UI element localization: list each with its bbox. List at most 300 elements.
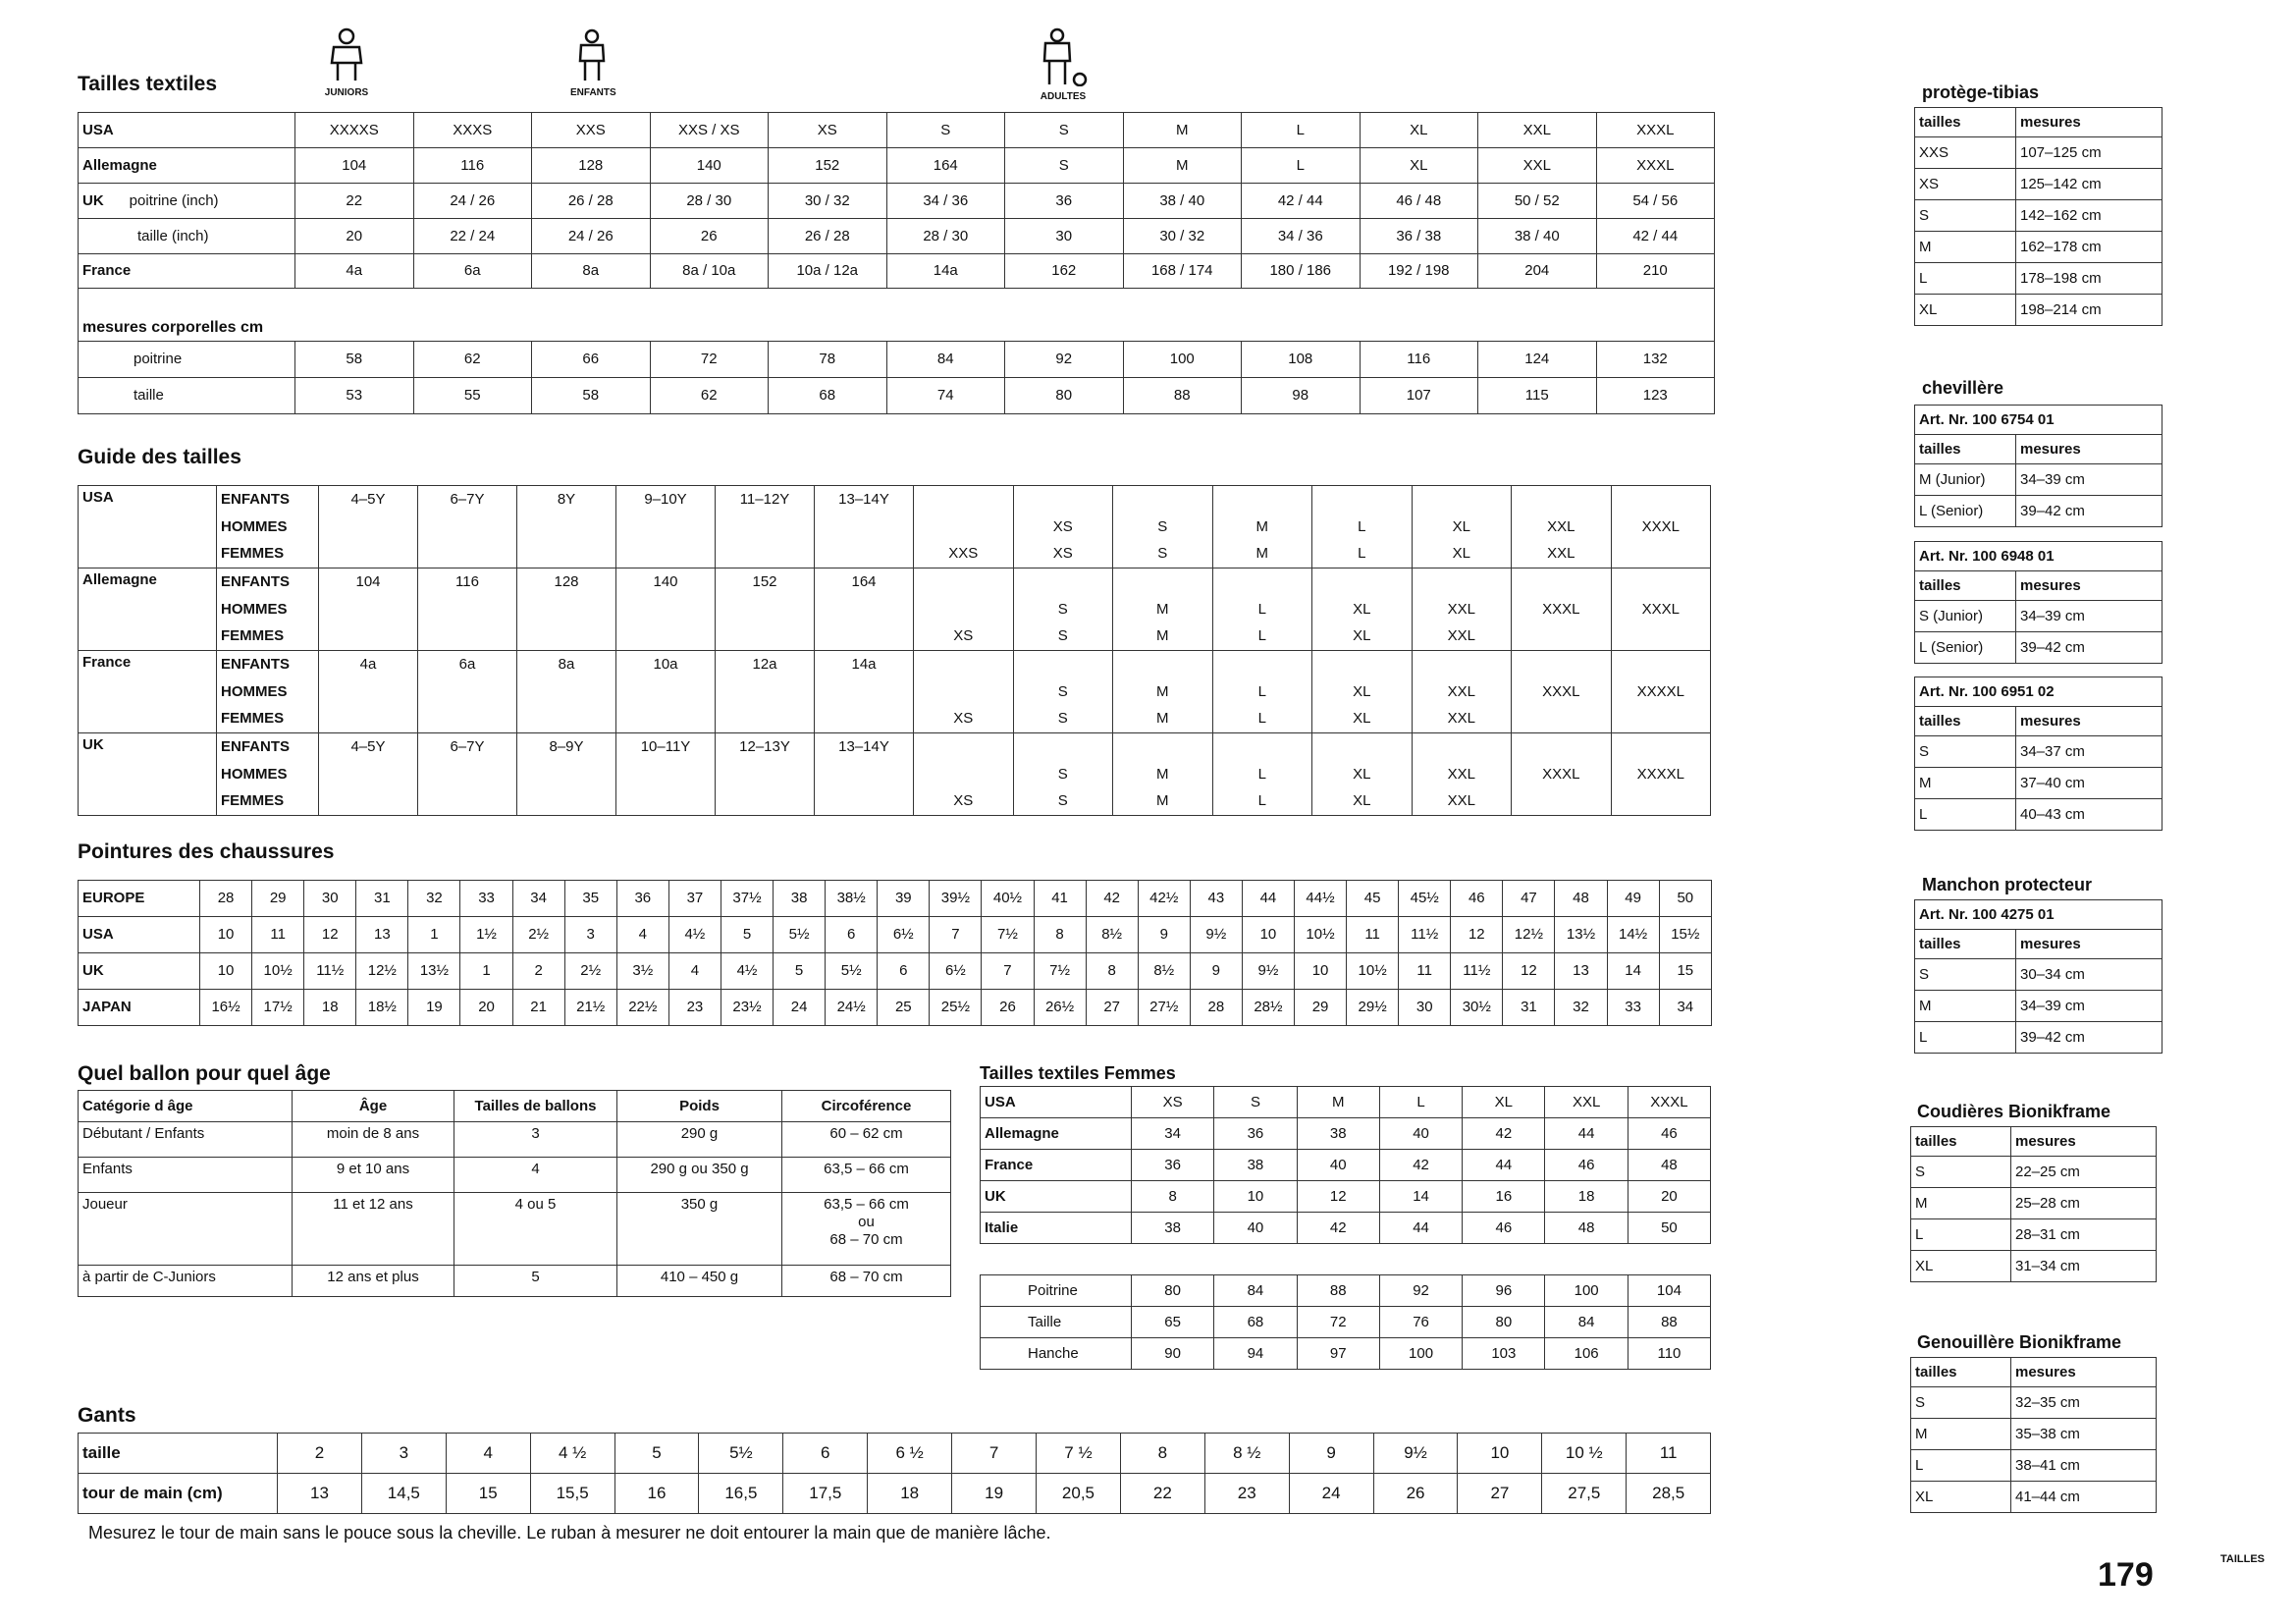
group-label: ENFANTS bbox=[217, 568, 319, 596]
row-label: poitrine bbox=[79, 342, 295, 378]
table-cell: 4½ bbox=[668, 917, 721, 953]
table-cell: 40 bbox=[1379, 1118, 1462, 1150]
table-row bbox=[981, 1150, 1711, 1181]
table-cell: 116 bbox=[413, 148, 532, 184]
kids-size-cell bbox=[716, 514, 815, 541]
table-row bbox=[79, 917, 1712, 953]
table-cell: 11 bbox=[1399, 953, 1451, 990]
group-label: FEMMES bbox=[217, 788, 319, 816]
adult-size-cell bbox=[914, 678, 1014, 706]
table-cell: 15½ bbox=[1659, 917, 1711, 953]
table-cell: 8 ½ bbox=[1204, 1434, 1289, 1474]
size-cell: XL bbox=[1911, 1482, 2011, 1513]
table-row bbox=[79, 788, 1711, 816]
table-row bbox=[1915, 295, 2163, 326]
country-label: France bbox=[82, 262, 132, 279]
table-row bbox=[1915, 1022, 2163, 1054]
measure-cell: 40–43 cm bbox=[2016, 799, 2163, 831]
table-cell: 15 bbox=[446, 1474, 530, 1514]
kids-size-cell bbox=[319, 706, 418, 733]
table-cell: 5 bbox=[614, 1434, 699, 1474]
table-cell: 72 bbox=[650, 342, 769, 378]
table-cell: 7 bbox=[982, 953, 1034, 990]
size-cell: L (Senior) bbox=[1915, 496, 2016, 527]
adult-size-cell bbox=[1412, 733, 1512, 761]
adult-size-cell: S bbox=[1013, 678, 1113, 706]
table-cell: 94 bbox=[1214, 1338, 1297, 1370]
table-cell: 54 / 56 bbox=[1596, 184, 1715, 219]
kids-size-cell bbox=[616, 678, 716, 706]
size-cell: S bbox=[1915, 200, 2016, 232]
table-cell: 50 / 52 bbox=[1478, 184, 1597, 219]
table-row bbox=[981, 1213, 1711, 1244]
table-cell: 11 bbox=[1347, 917, 1399, 953]
weight-cell: 290 g bbox=[617, 1122, 782, 1158]
table-cell: 24 / 26 bbox=[532, 219, 651, 254]
table-row bbox=[1915, 677, 2163, 707]
table-cell: 9½ bbox=[1242, 953, 1294, 990]
adult-player-icon bbox=[1036, 27, 1091, 86]
measure-cell: 35–38 cm bbox=[2011, 1419, 2157, 1450]
table-row bbox=[79, 541, 1711, 568]
table-cell: 19 bbox=[408, 990, 460, 1026]
row-label bbox=[79, 254, 295, 289]
table-cell: 42 bbox=[1086, 881, 1138, 917]
table-row bbox=[79, 113, 1715, 148]
table-cell: 13 bbox=[1555, 953, 1607, 990]
table-cell: 10a / 12a bbox=[769, 254, 887, 289]
kids-size-cell bbox=[716, 623, 815, 651]
table-row bbox=[79, 514, 1711, 541]
size-cell: L bbox=[1915, 1022, 2016, 1054]
table-cell: 26 bbox=[650, 219, 769, 254]
kids-size-cell: 12–13Y bbox=[716, 733, 815, 761]
table-cell: 106 bbox=[1545, 1338, 1628, 1370]
table-cell: 40½ bbox=[982, 881, 1034, 917]
kids-size-cell bbox=[319, 514, 418, 541]
adult-size-cell bbox=[1611, 541, 1711, 568]
ball-size-cell: 4 bbox=[454, 1158, 617, 1193]
table-cell: 23½ bbox=[721, 990, 773, 1026]
table-cell: L bbox=[1242, 113, 1361, 148]
table-row bbox=[1911, 1450, 2157, 1482]
table-cell: XL bbox=[1360, 113, 1478, 148]
table-cell: XXL bbox=[1478, 148, 1597, 184]
adult-size-cell: XXXL bbox=[1512, 596, 1612, 623]
table-row bbox=[79, 953, 1712, 990]
kids-size-cell bbox=[815, 541, 914, 568]
category-cell: Débutant / Enfants bbox=[79, 1122, 293, 1158]
row-label bbox=[79, 113, 295, 148]
women-body-table bbox=[980, 1274, 1711, 1370]
row-label: taille bbox=[79, 1434, 278, 1474]
size-cell: M (Junior) bbox=[1915, 464, 2016, 496]
table-cell: 168 / 174 bbox=[1123, 254, 1242, 289]
table-cell: 30 bbox=[1005, 219, 1124, 254]
ball-size-table bbox=[78, 1090, 951, 1297]
adult-size-cell bbox=[1611, 733, 1711, 761]
figure-enfants bbox=[570, 27, 616, 98]
group-label: FEMMES bbox=[217, 706, 319, 733]
adult-size-cell: M bbox=[1212, 514, 1312, 541]
table-cell: 26 / 28 bbox=[769, 219, 887, 254]
measure-cell: 178–198 cm bbox=[2016, 263, 2163, 295]
kids-size-cell bbox=[517, 541, 616, 568]
table-row bbox=[981, 1181, 1711, 1213]
kids-size-cell: 13–14Y bbox=[815, 486, 914, 514]
table-cell: 42 bbox=[1463, 1118, 1545, 1150]
table-cell: 36 / 38 bbox=[1360, 219, 1478, 254]
table-cell: 12 bbox=[1451, 917, 1503, 953]
elbow-title: Coudières Bionikframe bbox=[1917, 1102, 2111, 1121]
table-cell: 36 bbox=[1214, 1118, 1297, 1150]
row-label: Poitrine bbox=[981, 1275, 1132, 1307]
table-cell: 34 / 36 bbox=[1242, 219, 1361, 254]
size-cell: M bbox=[1915, 991, 2016, 1022]
table-cell: 103 bbox=[1463, 1338, 1545, 1370]
table-cell: 14½ bbox=[1607, 917, 1659, 953]
table-cell: 20 bbox=[295, 219, 414, 254]
table-row bbox=[1911, 1358, 2157, 1387]
column-header-size: tailles bbox=[1915, 108, 2016, 137]
table-cell: 180 / 186 bbox=[1242, 254, 1361, 289]
kids-size-cell bbox=[517, 596, 616, 623]
table-cell: 12 bbox=[1503, 953, 1555, 990]
size-cell: S (Junior) bbox=[1915, 601, 2016, 632]
table-cell: 132 bbox=[1596, 342, 1715, 378]
adult-size-cell: XL bbox=[1312, 706, 1413, 733]
table-cell: 14a bbox=[886, 254, 1005, 289]
adult-size-cell bbox=[1013, 733, 1113, 761]
table-cell: 45 bbox=[1347, 881, 1399, 917]
table-cell: 15 bbox=[1659, 953, 1711, 990]
table-cell: 23 bbox=[668, 990, 721, 1026]
table-row bbox=[79, 1434, 1711, 1474]
table-cell: 164 bbox=[886, 148, 1005, 184]
table-row bbox=[79, 289, 1715, 342]
size-cell: XXS bbox=[1915, 137, 2016, 169]
table-row bbox=[79, 378, 1715, 414]
kids-size-cell bbox=[815, 514, 914, 541]
table-cell: 18 bbox=[304, 990, 356, 1026]
group-label: ENFANTS bbox=[217, 733, 319, 761]
adult-size-cell: XL bbox=[1312, 678, 1413, 706]
table-cell: 104 bbox=[1628, 1275, 1710, 1307]
table-cell: 4 ½ bbox=[530, 1434, 614, 1474]
table-cell: 35 bbox=[564, 881, 616, 917]
kids-size-cell bbox=[418, 706, 517, 733]
table-cell: 100 bbox=[1123, 342, 1242, 378]
table-cell: 29 bbox=[1294, 990, 1346, 1026]
kids-size-cell bbox=[815, 761, 914, 788]
size-cell: L bbox=[1911, 1450, 2011, 1482]
adult-size-cell: M bbox=[1113, 788, 1213, 816]
table-cell: 10½ bbox=[252, 953, 304, 990]
table-cell: 38 bbox=[1214, 1150, 1297, 1181]
glove-size-table bbox=[78, 1433, 1711, 1514]
group-label: HOMMES bbox=[217, 678, 319, 706]
kids-size-cell: 10–11Y bbox=[616, 733, 716, 761]
adult-size-cell bbox=[1611, 486, 1711, 514]
adult-size-cell: L bbox=[1212, 761, 1312, 788]
table-cell: 49 bbox=[1607, 881, 1659, 917]
table-cell: 37 bbox=[668, 881, 721, 917]
table-cell: 30 / 32 bbox=[769, 184, 887, 219]
textile-size-table bbox=[78, 112, 1715, 414]
table-cell: 96 bbox=[1463, 1275, 1545, 1307]
table-row bbox=[981, 1118, 1711, 1150]
kids-size-cell bbox=[319, 623, 418, 651]
table-cell: 19 bbox=[952, 1474, 1037, 1514]
table-cell: XXXL bbox=[1596, 148, 1715, 184]
circumference-line: ou bbox=[858, 1214, 875, 1230]
table-row bbox=[1915, 464, 2163, 496]
adult-size-cell bbox=[1412, 651, 1512, 678]
table-cell: XXXL bbox=[1628, 1087, 1710, 1118]
kids-size-cell bbox=[418, 541, 517, 568]
circumference-cell bbox=[782, 1266, 951, 1297]
table-cell: XXL bbox=[1478, 113, 1597, 148]
table-cell: 24 / 26 bbox=[413, 184, 532, 219]
table-cell: 7 bbox=[952, 1434, 1037, 1474]
junior-player-icon bbox=[324, 27, 369, 82]
circumference-line: 68 – 70 cm bbox=[829, 1269, 903, 1285]
table-cell: 43 bbox=[1190, 881, 1242, 917]
table-cell: 24½ bbox=[826, 990, 878, 1026]
kids-size-cell bbox=[616, 514, 716, 541]
adult-size-cell: XXL bbox=[1512, 514, 1612, 541]
table-cell: 12½ bbox=[1503, 917, 1555, 953]
table-cell: 108 bbox=[1242, 342, 1361, 378]
kids-size-cell bbox=[517, 761, 616, 788]
table-cell: 32 bbox=[1555, 990, 1607, 1026]
table-cell: 204 bbox=[1478, 254, 1597, 289]
adult-size-cell: XXXXL bbox=[1611, 678, 1711, 706]
table-row bbox=[1915, 263, 2163, 295]
kids-size-cell bbox=[517, 623, 616, 651]
kids-size-cell bbox=[616, 541, 716, 568]
table-row bbox=[1915, 200, 2163, 232]
adult-size-cell: S bbox=[1013, 623, 1113, 651]
table-cell: 5 bbox=[721, 917, 773, 953]
table-cell: 28 / 30 bbox=[886, 219, 1005, 254]
adult-size-cell: L bbox=[1212, 623, 1312, 651]
table-cell: 6 bbox=[878, 953, 930, 990]
adult-size-cell bbox=[1312, 486, 1413, 514]
adult-size-cell bbox=[1611, 788, 1711, 816]
adult-size-cell bbox=[914, 596, 1014, 623]
body-measure-title: mesures corporelles cm bbox=[79, 289, 1715, 342]
table-cell: 44 bbox=[1242, 881, 1294, 917]
table-row bbox=[1915, 137, 2163, 169]
group-label: HOMMES bbox=[217, 761, 319, 788]
table-cell: S bbox=[886, 113, 1005, 148]
table-cell: 7½ bbox=[982, 917, 1034, 953]
kids-size-cell bbox=[418, 514, 517, 541]
kids-size-cell bbox=[815, 706, 914, 733]
table-cell: 33 bbox=[1607, 990, 1659, 1026]
table-cell: 42½ bbox=[1138, 881, 1190, 917]
table-cell: 12½ bbox=[356, 953, 408, 990]
category-cell: Joueur bbox=[79, 1193, 293, 1266]
table-cell: 34 bbox=[1659, 990, 1711, 1026]
table-cell: 10 bbox=[200, 917, 252, 953]
adult-size-cell bbox=[1013, 486, 1113, 514]
adult-size-cell bbox=[1013, 568, 1113, 596]
table-cell: 68 bbox=[769, 378, 887, 414]
adult-size-cell: L bbox=[1212, 788, 1312, 816]
adult-size-cell bbox=[1611, 706, 1711, 733]
adult-size-cell bbox=[1412, 486, 1512, 514]
table-cell: 30 / 32 bbox=[1123, 219, 1242, 254]
table-row bbox=[1911, 1419, 2157, 1450]
adult-size-cell: XXXL bbox=[1512, 761, 1612, 788]
table-row bbox=[79, 1122, 951, 1158]
table-cell: L bbox=[1379, 1087, 1462, 1118]
column-header-size: tailles bbox=[1915, 571, 2016, 601]
adult-size-cell: XXXL bbox=[1611, 596, 1711, 623]
adult-size-cell: XS bbox=[1013, 541, 1113, 568]
column-header-size: tailles bbox=[1911, 1358, 2011, 1387]
kids-size-cell: 9–10Y bbox=[616, 486, 716, 514]
table-cell: 100 bbox=[1379, 1338, 1462, 1370]
table-cell: 31 bbox=[1503, 990, 1555, 1026]
table-row bbox=[1911, 1157, 2157, 1188]
table-cell: 80 bbox=[1463, 1307, 1545, 1338]
kids-size-cell: 10a bbox=[616, 651, 716, 678]
table-cell: 30 bbox=[1399, 990, 1451, 1026]
country-label: UK bbox=[79, 733, 217, 816]
kids-size-cell bbox=[319, 541, 418, 568]
table-cell: 11 bbox=[1627, 1434, 1711, 1474]
kids-size-cell bbox=[716, 541, 815, 568]
table-cell: 50 bbox=[1659, 881, 1711, 917]
country-label: Allemagne bbox=[79, 568, 217, 651]
adult-size-cell: M bbox=[1113, 706, 1213, 733]
adult-size-cell bbox=[914, 651, 1014, 678]
size-cell: M bbox=[1915, 232, 2016, 263]
table-cell: 37½ bbox=[721, 881, 773, 917]
age-cell: 11 et 12 ans bbox=[293, 1193, 454, 1266]
table-row bbox=[79, 1158, 951, 1193]
table-cell: 152 bbox=[769, 148, 887, 184]
adult-size-cell: XL bbox=[1312, 761, 1413, 788]
table-cell: 47 bbox=[1503, 881, 1555, 917]
row-label: Allemagne bbox=[981, 1118, 1132, 1150]
country-label: Allemagne bbox=[82, 156, 157, 174]
table-row bbox=[79, 990, 1712, 1026]
table-cell: S bbox=[1005, 113, 1124, 148]
table-cell: 7 bbox=[930, 917, 982, 953]
size-cell: S bbox=[1915, 959, 2016, 991]
table-row bbox=[1915, 169, 2163, 200]
table-cell: 92 bbox=[1005, 342, 1124, 378]
table-cell: 107 bbox=[1360, 378, 1478, 414]
ankle-table-2 bbox=[1914, 541, 2163, 664]
table-cell: 88 bbox=[1123, 378, 1242, 414]
group-label: HOMMES bbox=[217, 596, 319, 623]
measure-cell: 28–31 cm bbox=[2011, 1219, 2157, 1251]
shin-guard-table bbox=[1914, 107, 2163, 326]
kids-size-cell: 8a bbox=[517, 651, 616, 678]
size-cell: L bbox=[1915, 263, 2016, 295]
table-cell: 21½ bbox=[564, 990, 616, 1026]
adult-size-cell: XXL bbox=[1412, 761, 1512, 788]
table-cell: 12 bbox=[304, 917, 356, 953]
table-cell: 10 bbox=[200, 953, 252, 990]
table-row bbox=[1915, 959, 2163, 991]
weight-cell: 410 – 450 g bbox=[617, 1266, 782, 1297]
kids-size-cell bbox=[616, 623, 716, 651]
table-cell: 8½ bbox=[1086, 917, 1138, 953]
table-cell: 10½ bbox=[1347, 953, 1399, 990]
table-cell: S bbox=[1214, 1087, 1297, 1118]
table-cell: 28 bbox=[200, 881, 252, 917]
adult-size-cell bbox=[914, 486, 1014, 514]
table-cell: XL bbox=[1360, 148, 1478, 184]
circumference-line: 60 – 62 cm bbox=[829, 1125, 903, 1142]
table-row bbox=[79, 761, 1711, 788]
table-cell: 15,5 bbox=[530, 1474, 614, 1514]
table-cell: XXXL bbox=[1596, 113, 1715, 148]
adult-size-cell: M bbox=[1113, 596, 1213, 623]
weight-cell: 350 g bbox=[617, 1193, 782, 1266]
table-cell: 1 bbox=[408, 917, 460, 953]
adult-size-cell: M bbox=[1212, 541, 1312, 568]
table-cell: 44 bbox=[1545, 1118, 1628, 1150]
table-cell: 11½ bbox=[304, 953, 356, 990]
table-cell: 31 bbox=[356, 881, 408, 917]
table-cell: XS bbox=[1132, 1087, 1214, 1118]
kids-size-cell: 6–7Y bbox=[418, 486, 517, 514]
column-header: Tailles de ballons bbox=[454, 1091, 617, 1122]
table-cell: 192 / 198 bbox=[1360, 254, 1478, 289]
table-cell: 40 bbox=[1214, 1213, 1297, 1244]
table-cell: 17,5 bbox=[783, 1474, 868, 1514]
table-cell: S bbox=[1005, 148, 1124, 184]
table-cell: 27 bbox=[1458, 1474, 1542, 1514]
table-cell: 17½ bbox=[252, 990, 304, 1026]
adult-size-cell bbox=[1512, 486, 1612, 514]
adult-size-cell: S bbox=[1013, 706, 1113, 733]
adult-size-cell: M bbox=[1113, 761, 1213, 788]
adult-size-cell: XS bbox=[1013, 514, 1113, 541]
column-header: Circoférence bbox=[782, 1091, 951, 1122]
measure-cell: 30–34 cm bbox=[2016, 959, 2163, 991]
column-header-size: tailles bbox=[1915, 930, 2016, 959]
article-number: Art. Nr. 100 6951 02 bbox=[1915, 677, 2163, 707]
table-cell: 38 / 40 bbox=[1123, 184, 1242, 219]
measure-cell: 25–28 cm bbox=[2011, 1188, 2157, 1219]
size-cell: L bbox=[1911, 1219, 2011, 1251]
table-cell: 26 / 28 bbox=[532, 184, 651, 219]
table-cell: 116 bbox=[1360, 342, 1478, 378]
kids-size-cell bbox=[716, 788, 815, 816]
table-row bbox=[1911, 1188, 2157, 1219]
adult-size-cell: XXL bbox=[1412, 788, 1512, 816]
table-cell: 34 / 36 bbox=[886, 184, 1005, 219]
table-cell: 46 / 48 bbox=[1360, 184, 1478, 219]
kids-size-cell bbox=[319, 596, 418, 623]
table-cell: 140 bbox=[650, 148, 769, 184]
kids-size-cell: 4–5Y bbox=[319, 486, 418, 514]
table-row bbox=[79, 623, 1711, 651]
shoes-title: Pointures des chaussures bbox=[78, 840, 335, 863]
table-row bbox=[1915, 768, 2163, 799]
kids-size-cell: 6a bbox=[418, 651, 517, 678]
table-cell: 44½ bbox=[1294, 881, 1346, 917]
figure-adultes bbox=[1036, 27, 1091, 102]
